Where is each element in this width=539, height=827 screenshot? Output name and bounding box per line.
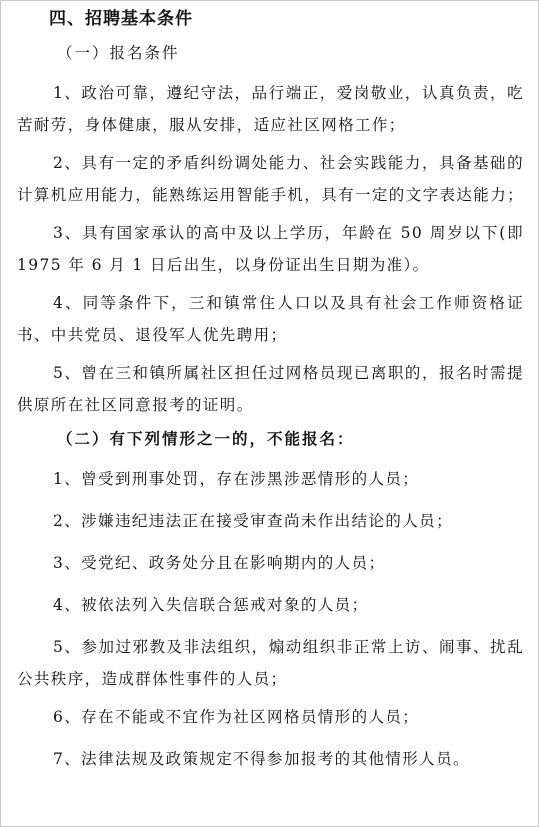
exclusion-item-1: 1、曾受到刑事处罚，存在涉黑涉恶情形的人员； bbox=[53, 470, 420, 488]
registration-heading: （一）报名条件 bbox=[57, 44, 180, 62]
exclusion-item-4: 4、被依法列入失信联合惩戒对象的人员； bbox=[53, 596, 369, 614]
registration-item-2: 2、具有一定的矛盾纠纷调处能力、社会实践能力，具备基础的计算机应用能力，能熟练运用智能手机，具有一定的文字表达能力； bbox=[17, 154, 525, 204]
document-body bbox=[17, 5, 524, 785]
exclusion-item-5: 5、参加过邪教及非法组织，煽动组织非正常上访、闹事、扰乱公共秩序，造成群体性事件的人员； bbox=[17, 638, 524, 688]
exclusion-item-6: 6、存在不能或不宜作为社区网格员情形的人员； bbox=[53, 708, 420, 726]
exclusion-item-7: 7、法律法规及政策规定不得参加报考的其他情形人员。 bbox=[53, 750, 470, 768]
exclusion-item-3: 3、受党纪、政务处分且在影响期内的人员； bbox=[53, 554, 386, 572]
section-title: 四、招聘基本条件 bbox=[49, 9, 193, 29]
registration-item-3: 3、具有国家承认的高中及以上学历，年龄在 50 周岁以下(即 1975 年 6 月 1 日后出生，以身份证出生日期为准）。 bbox=[17, 224, 524, 274]
exclusions-heading: （二）有下列情形之一的，不能报名： bbox=[57, 429, 355, 448]
registration-item-5: 5、曾在三和镇所属社区担任过网格员现已离职的，报名时需提供原所在社区同意报考的证明。 bbox=[17, 364, 524, 414]
registration-item-1: 1、政治可靠，遵纪守法，品行端正，爱岗敬业，认真负责，吃苦耐劳，身体健康，服从安排，适应社区网格工作； bbox=[17, 84, 524, 134]
registration-item-4: 4、同等条件下，三和镇常住人口以及具有社会工作师资格证书、中共党员、退役军人优先聘用； bbox=[17, 294, 524, 344]
exclusion-item-2: 2、涉嫌违纪违法正在接受审查尚未作出结论的人员； bbox=[53, 512, 453, 530]
